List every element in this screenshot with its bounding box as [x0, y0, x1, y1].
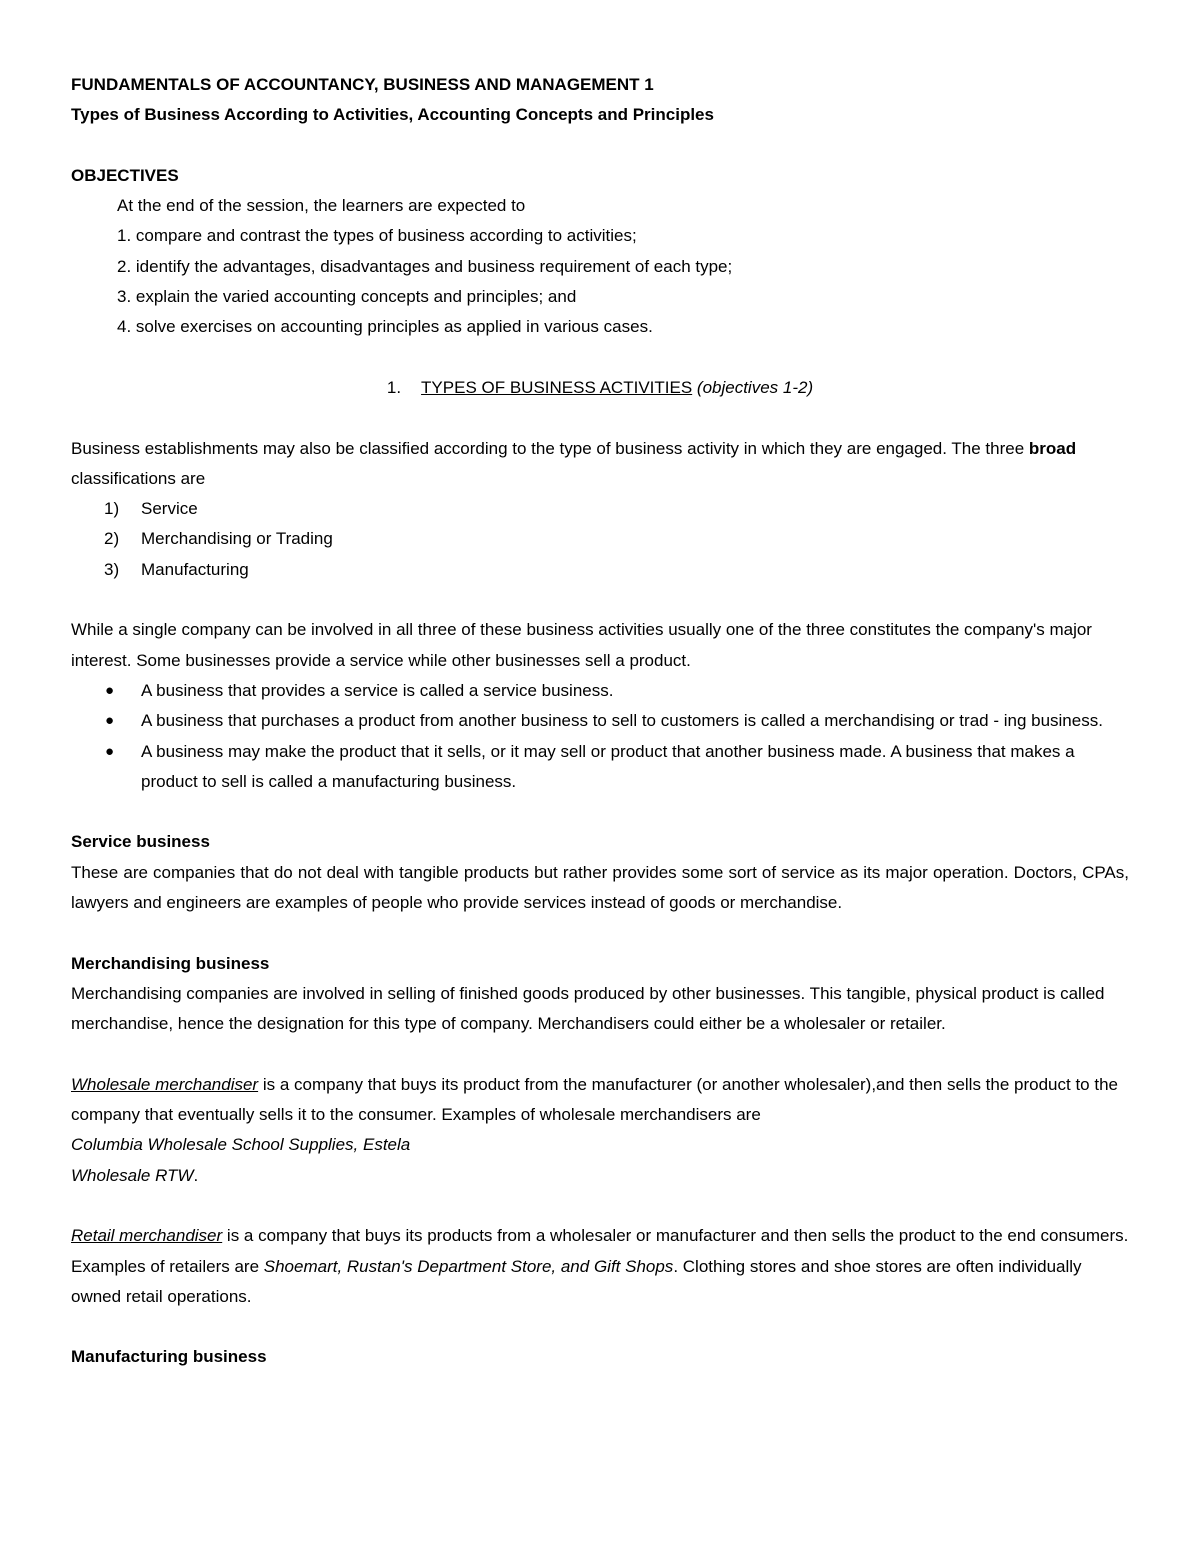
bullet-text: A business that purchases a product from another business to sell to customers is called a merchandising or trad - ing business.	[141, 711, 1103, 731]
item-label: Merchandising or Trading	[141, 529, 333, 549]
classification-paragraph	[71, 434, 1129, 495]
item-number: 3)	[104, 559, 120, 579]
bullet-item	[71, 706, 1129, 736]
retail-examples: Shoemart, Rustan's Department Store, and Gift Shops	[263, 1256, 674, 1276]
wholesale-example-line	[71, 1161, 1129, 1191]
bullet-item	[71, 737, 1129, 798]
item-number: 2)	[104, 529, 120, 549]
classification-item	[71, 524, 1129, 554]
wholesale-example: Wholesale RTW	[71, 1165, 194, 1185]
bullet-icon: ●	[105, 681, 115, 699]
bullet-text: A business may make the product that it sells, or it may sell or product that another business made. A business that makes a product to sell is called a manufacturing business.	[141, 741, 1075, 791]
objective-item: 1. compare and contrast the types of business according to activities;	[117, 226, 637, 246]
wholesale-paragraph	[71, 1070, 1129, 1131]
document-title: FUNDAMENTALS OF ACCOUNTANCY, BUSINESS AND MANAGEMENT 1	[71, 75, 654, 94]
bullet-icon: ●	[105, 742, 115, 760]
classification-text-end: classifications are	[71, 468, 206, 488]
service-heading: Service business	[71, 832, 210, 852]
activities-paragraph: While a single company can be involved in all three of these business activities usually one of the three constitutes the company's major interest. Some businesses provide a service while other businesses sell a product.	[71, 620, 1092, 670]
objectives-intro: At the end of the session, the learners are expected to	[117, 196, 526, 216]
bullet-item	[71, 676, 1129, 706]
objective-item: 2. identify the advantages, disadvantages and business requirement of each type;	[117, 256, 733, 276]
spacer	[71, 343, 1129, 373]
item-label: Manufacturing	[141, 559, 249, 579]
spacer	[71, 131, 1129, 161]
bullet-text: A business that provides a service is called a service business.	[141, 680, 614, 700]
retail-paragraph	[71, 1221, 1129, 1312]
spacer	[71, 1312, 1129, 1342]
retail-text-end: . Clothing stores and shoe stores are often individually owned retail operations.	[71, 1256, 1082, 1306]
merchandising-paragraph: Merchandising companies are involved in selling of finished goods produced by other businesses. This tangible, physical product is called merchandise, hence the designation for this type of company. Merchandisers could either be a wholesaler or retailer.	[71, 983, 1105, 1034]
wholesale-term: Wholesale merchandiser	[71, 1074, 259, 1094]
wholesale-example: Columbia Wholesale School Supplies, Estela	[71, 1135, 411, 1155]
item-label: Service	[141, 499, 198, 519]
spacer	[71, 797, 1129, 827]
item-number: 1)	[104, 499, 120, 519]
classification-text: Business establishments may also be classified according to the type of business activity in which they are engaged. The three	[71, 438, 1029, 458]
retail-text: is a company that buys its products from a wholesaler or manufacturer and then sells the product to the end consumers. Examples of retailers are	[71, 1226, 1129, 1276]
objectives-heading: OBJECTIVES	[71, 165, 179, 185]
spacer	[71, 918, 1129, 948]
wholesale-text: is a company that buys its product from the manufacturer (or another wholesaler),and then sells the product to the company that eventually sells it to the consumer. Examples of wholesale merchandisers are	[71, 1074, 1118, 1125]
retail-term: Retail merchandiser	[71, 1226, 223, 1246]
section-note: (objectives 1-2)	[696, 377, 814, 397]
objective-item: 4. solve exercises on accounting principles as applied in various cases.	[117, 317, 653, 337]
spacer	[71, 403, 1129, 433]
classification-emphasis: broad	[1028, 438, 1077, 458]
document-content	[71, 70, 1129, 1373]
manufacturing-heading: Manufacturing business	[71, 1347, 267, 1367]
spacer	[71, 1040, 1129, 1070]
merchandising-heading: Merchandising business	[71, 953, 270, 973]
objective-item: 3. explain the varied accounting concepts and principles; and	[117, 287, 577, 307]
classification-item	[71, 555, 1129, 585]
classification-item	[71, 494, 1129, 524]
document-subtitle: Types of Business According to Activities, Accounting Concepts and Principles	[71, 105, 714, 125]
spacer	[71, 1191, 1129, 1221]
section-title: TYPES OF BUSINESS ACTIVITIES	[421, 377, 693, 397]
bullet-icon: ●	[105, 712, 115, 730]
service-paragraph: These are companies that do not deal with tangible products but rather provides some sort of service as its major operation. Doctors, CPAs, lawyers and engineers are examples of people who provide services instead of goods or merchandise.	[71, 862, 1129, 913]
section-number: 1.	[386, 377, 402, 397]
spacer	[71, 585, 1129, 615]
wholesale-example-end: .	[193, 1165, 199, 1185]
section-heading	[71, 373, 1129, 403]
